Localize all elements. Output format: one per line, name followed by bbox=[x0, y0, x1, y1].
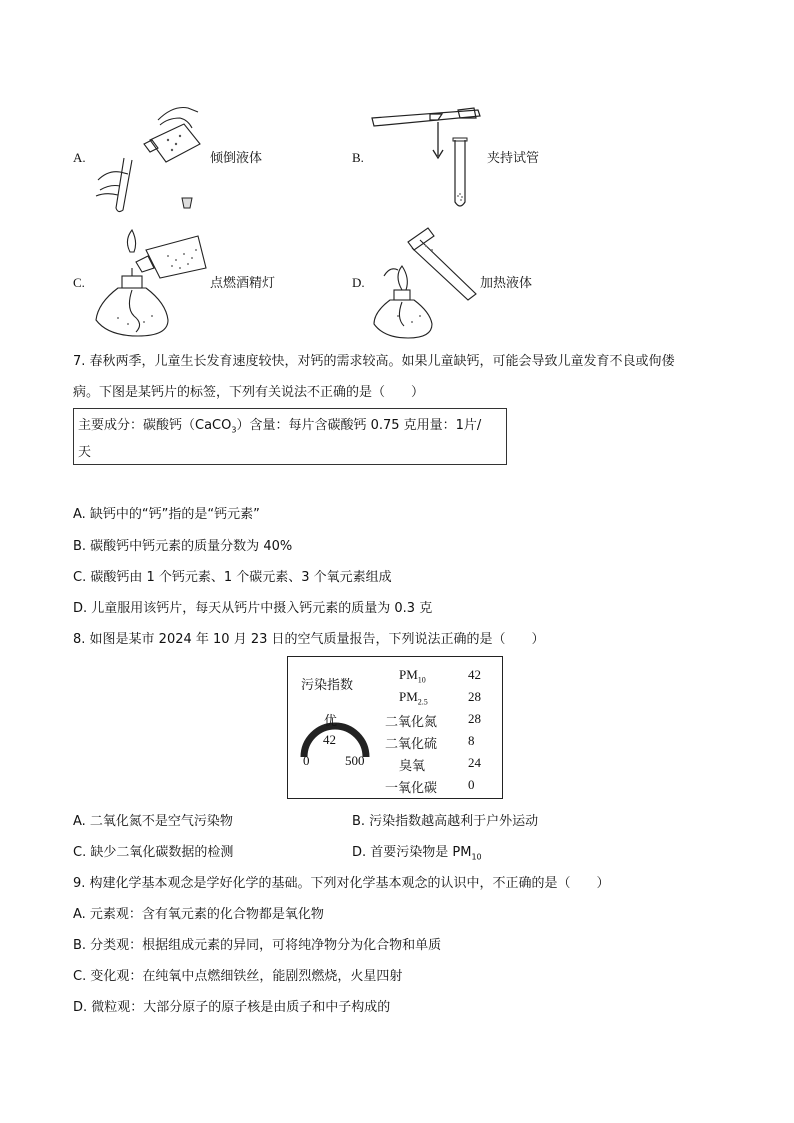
label-ingredient-text: 主要成分：碳酸钙（CaCO bbox=[78, 418, 232, 433]
q7-stem-line2: 病。下图是某钙片的标签，下列有关说法不正确的是（ ） bbox=[73, 385, 425, 400]
light-alcohol-lamp-figure bbox=[88, 228, 212, 340]
pollutant-no2-value: 28 bbox=[468, 711, 481, 726]
q9-option-b: B. 分类观：根据组成元素的异同，可将纯净物分为化合物和单质 bbox=[73, 938, 442, 953]
q9-option-a: A. 元素观：含有氧元素的化合物都是氧化物 bbox=[73, 907, 324, 922]
label-line-2: 天 bbox=[78, 445, 92, 460]
q9-option-d: D. 微粒观：大部分原子的原子核是由质子和中子构成的 bbox=[73, 1000, 391, 1015]
pollutant-so2-value: 8 bbox=[468, 733, 475, 748]
pollutant-o3-value: 24 bbox=[468, 755, 481, 770]
pollution-index-value: 42 bbox=[323, 732, 336, 747]
q7-option-a: A. 缺钙中的“钙”指的是“钙元素” bbox=[73, 507, 260, 522]
air-quality-report bbox=[287, 656, 503, 799]
pollutant-co-name: 一氧化碳 bbox=[385, 780, 438, 795]
q6-option-c-letter: C. bbox=[73, 275, 85, 290]
pollutant-pm25-sub: 2.5 bbox=[417, 697, 428, 707]
q6-option-c-caption: 点燃酒精灯 bbox=[210, 276, 276, 291]
q6-option-a-letter: A. bbox=[73, 150, 86, 165]
q8-option-d-subscript: 10 bbox=[471, 852, 482, 862]
pollutant-pm25-name bbox=[399, 689, 428, 707]
pollutant-o3-name: 臭氧 bbox=[399, 758, 426, 773]
q8-option-d-text: D. 首要污染物是 PM bbox=[352, 845, 472, 860]
q7-option-b: B. 碳酸钙中钙元素的质量分数为 40% bbox=[73, 539, 293, 554]
q6-option-b-letter: B. bbox=[352, 150, 364, 165]
air-quality-grade: 优 bbox=[324, 713, 338, 728]
heat-liquid-figure bbox=[368, 226, 480, 340]
q7-stem-line1: 7. 春秋两季，儿童生长发育速度较快，对钙的需求较高。如果儿童缺钙，可能会导致儿童发育不良或佝偻 bbox=[73, 354, 675, 369]
hold-test-tube-figure bbox=[370, 104, 486, 214]
pollutant-pm25-value: 28 bbox=[468, 689, 481, 704]
pollution-index-title: 污染指数 bbox=[301, 677, 354, 692]
q6-option-a-caption: 倾倒液体 bbox=[210, 151, 263, 166]
pour-liquid-figure bbox=[88, 100, 212, 215]
q8-option-a: A. 二氧化氮不是空气污染物 bbox=[73, 814, 233, 829]
calcium-tablet-label bbox=[73, 408, 507, 465]
pollutant-pm10-base: PM bbox=[399, 667, 418, 682]
label-formula-subscript: 3 bbox=[231, 425, 237, 435]
q8-option-c: C. 缺少二氧化碳数据的检测 bbox=[73, 845, 234, 860]
pollutant-no2-name: 二氧化氮 bbox=[385, 714, 438, 729]
pollutant-pm10-name bbox=[399, 667, 426, 685]
pollutant-pm10-value: 42 bbox=[468, 667, 481, 682]
q6-option-d-caption: 加热液体 bbox=[480, 276, 533, 291]
q6-option-d-letter: D. bbox=[352, 275, 365, 290]
gauge-scale-min: 0 bbox=[303, 753, 310, 768]
q8-option-d bbox=[352, 844, 482, 867]
label-dosage-text: ）含量：每片含碳酸钙 0.75 克用量：1片/ bbox=[236, 418, 482, 433]
q9-option-c: C. 变化观：在纯氧中点燃细铁丝，能剧烈燃烧，火星四射 bbox=[73, 969, 403, 984]
q7-option-d: D. 儿童服用该钙片，每天从钙片中摄入钙元素的质量为 0.3 克 bbox=[73, 601, 433, 616]
q9-stem: 9. 构建化学基本观念是学好化学的基础。下列对化学基本观念的认识中，不正确的是（ ） bbox=[73, 876, 610, 891]
gauge-scale-max: 500 bbox=[345, 753, 365, 768]
pollutant-so2-name: 二氧化硫 bbox=[385, 736, 438, 751]
q8-option-b: B. 污染指数越高越利于户外运动 bbox=[352, 814, 539, 829]
pollutant-co-value: 0 bbox=[468, 777, 475, 792]
q8-stem: 8. 如图是某市 2024 年 10 月 23 日的空气质量报告，下列说法正确的是（ ） bbox=[73, 632, 545, 647]
pollutant-pm10-sub: 10 bbox=[417, 675, 426, 685]
label-line-1 bbox=[78, 414, 481, 435]
pollutant-pm25-base: PM bbox=[399, 689, 418, 704]
q7-option-c: C. 碳酸钙由 1 个钙元素、1 个碳元素、3 个氧元素组成 bbox=[73, 570, 392, 585]
q6-option-b-caption: 夹持试管 bbox=[487, 151, 540, 166]
